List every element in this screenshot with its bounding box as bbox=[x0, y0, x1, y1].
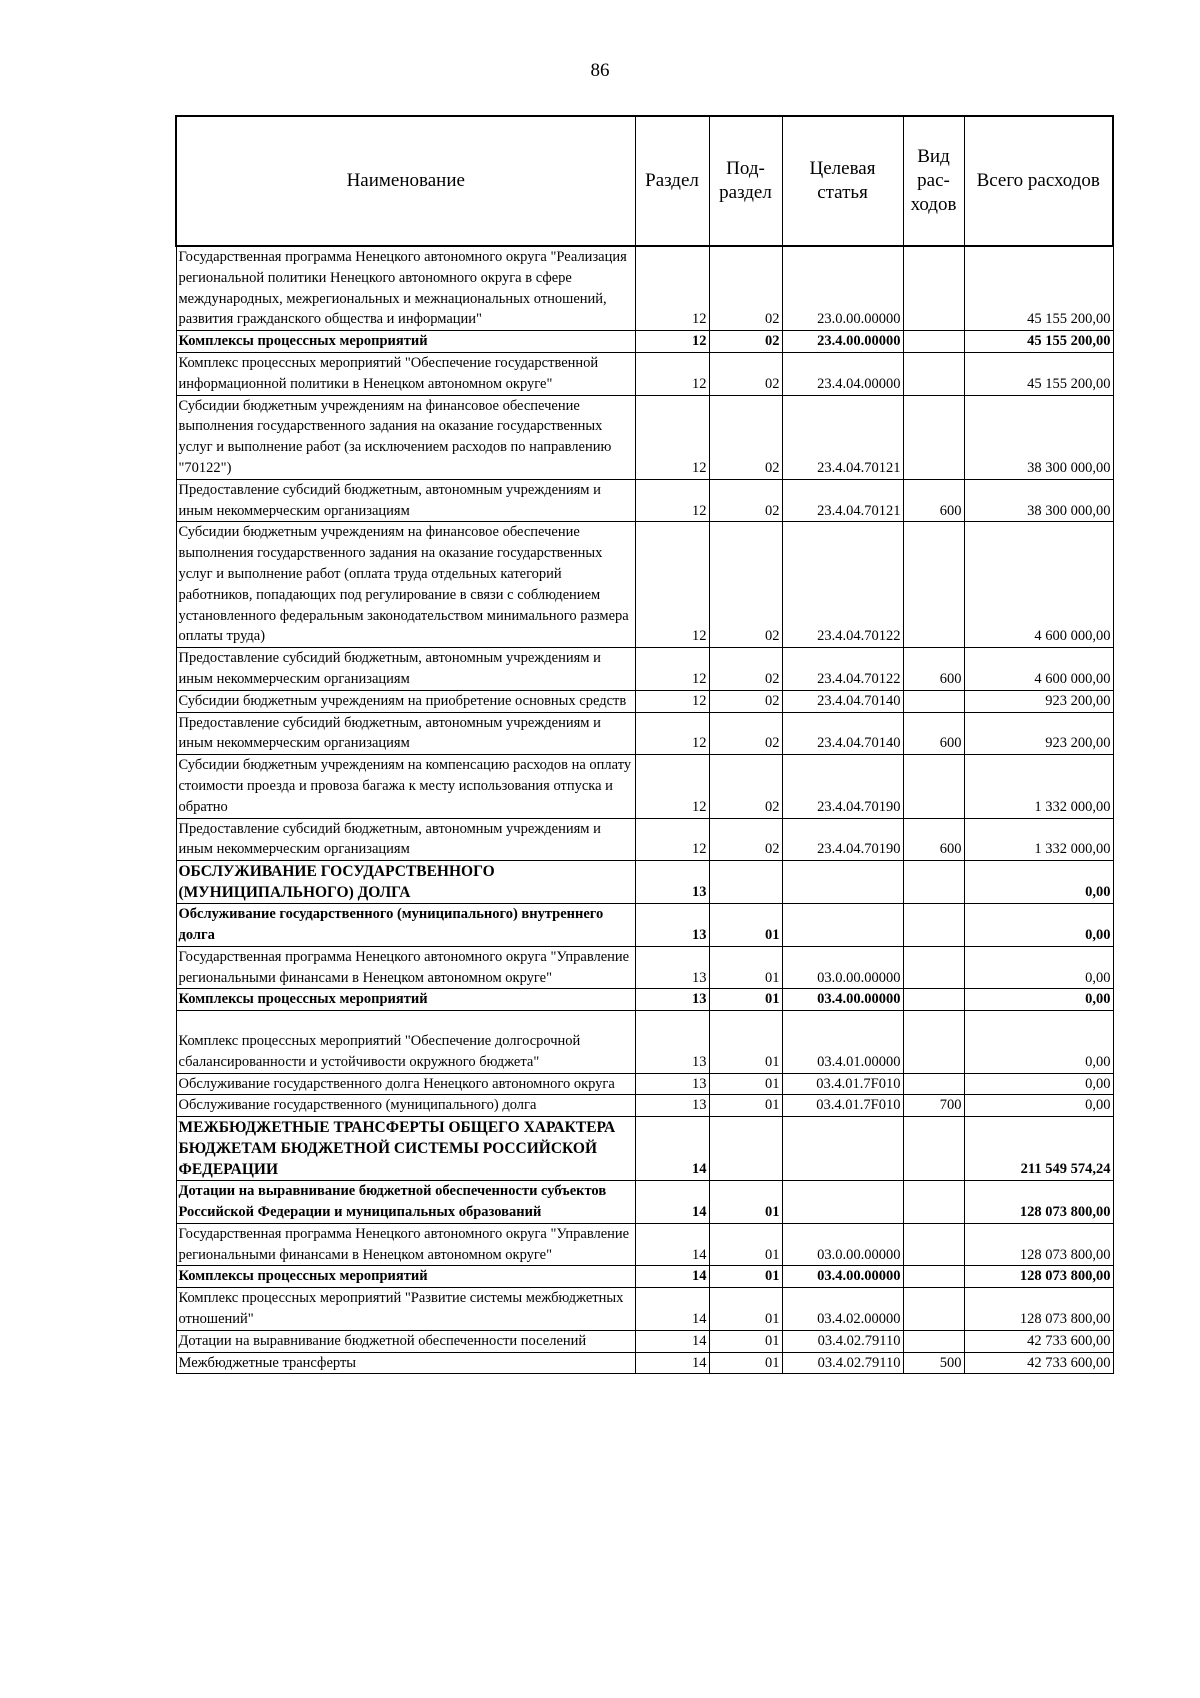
table-row bbox=[176, 246, 1113, 331]
cell-name: Обслуживание государственного (муниципального) внутреннего долга bbox=[176, 904, 635, 947]
cell-kind bbox=[903, 1330, 964, 1352]
cell-section: 14 bbox=[635, 1117, 709, 1181]
header-section-label: Раздел bbox=[645, 170, 699, 191]
table-row bbox=[176, 989, 1113, 1011]
cell-target: 03.0.00.00000 bbox=[782, 946, 903, 989]
cell-target: 23.4.04.70140 bbox=[782, 690, 903, 712]
table-row bbox=[176, 712, 1113, 755]
cell-section: 14 bbox=[635, 1288, 709, 1331]
cell-subsection: 02 bbox=[709, 395, 782, 479]
cell-subsection: 01 bbox=[709, 946, 782, 989]
cell-section: 12 bbox=[635, 479, 709, 522]
cell-subsection: 02 bbox=[709, 522, 782, 648]
cell-subsection: 01 bbox=[709, 1352, 782, 1374]
cell-total: 38 300 000,00 bbox=[964, 395, 1113, 479]
cell-target: 23.4.04.70122 bbox=[782, 522, 903, 648]
cell-name: Субсидии бюджетным учреждениям на приобретение основных средств bbox=[176, 690, 635, 712]
cell-target bbox=[782, 861, 903, 904]
cell-target: 03.4.01.7F010 bbox=[782, 1073, 903, 1095]
table-row bbox=[176, 648, 1113, 691]
cell-subsection: 01 bbox=[709, 989, 782, 1011]
cell-subsection bbox=[709, 1117, 782, 1181]
cell-kind bbox=[903, 1181, 964, 1224]
cell-total: 4 600 000,00 bbox=[964, 648, 1113, 691]
cell-total: 38 300 000,00 bbox=[964, 479, 1113, 522]
cell-kind: 600 bbox=[903, 712, 964, 755]
cell-name: Предоставление субсидий бюджетным, автономным учреждениям и иным некоммерческим организациям bbox=[176, 712, 635, 755]
cell-subsection: 02 bbox=[709, 648, 782, 691]
header-kind bbox=[903, 116, 964, 246]
cell-target: 03.4.01.00000 bbox=[782, 1011, 903, 1074]
table-body bbox=[176, 246, 1113, 1374]
cell-section: 12 bbox=[635, 522, 709, 648]
cell-name: Комплекс процессных мероприятий "Развитие системы межбюджетных отношений" bbox=[176, 1288, 635, 1331]
table-row bbox=[176, 1117, 1113, 1181]
cell-section: 12 bbox=[635, 395, 709, 479]
cell-target: 03.4.02.00000 bbox=[782, 1288, 903, 1331]
cell-total: 0,00 bbox=[964, 1073, 1113, 1095]
cell-total: 0,00 bbox=[964, 1095, 1113, 1117]
cell-kind bbox=[903, 352, 964, 395]
page-number: 86 bbox=[590, 60, 610, 81]
cell-section: 12 bbox=[635, 331, 709, 353]
cell-total: 128 073 800,00 bbox=[964, 1223, 1113, 1266]
cell-section: 14 bbox=[635, 1181, 709, 1224]
cell-section: 13 bbox=[635, 989, 709, 1011]
cell-subsection: 02 bbox=[709, 690, 782, 712]
cell-total: 45 155 200,00 bbox=[964, 352, 1113, 395]
header-total-label: Всего расходов bbox=[976, 170, 1100, 191]
cell-section: 14 bbox=[635, 1352, 709, 1374]
cell-kind bbox=[903, 1073, 964, 1095]
cell-subsection: 02 bbox=[709, 755, 782, 818]
cell-kind bbox=[903, 1288, 964, 1331]
cell-section: 14 bbox=[635, 1330, 709, 1352]
cell-section: 12 bbox=[635, 352, 709, 395]
cell-name: ОБСЛУЖИВАНИЕ ГОСУДАРСТВЕННОГО (МУНИЦИПАЛЬНОГО) ДОЛГА bbox=[176, 861, 635, 904]
cell-kind: 700 bbox=[903, 1095, 964, 1117]
table-row bbox=[176, 331, 1113, 353]
cell-subsection bbox=[709, 861, 782, 904]
cell-total: 4 600 000,00 bbox=[964, 522, 1113, 648]
cell-subsection: 01 bbox=[709, 1181, 782, 1224]
cell-name: Обслуживание государственного долга Ненецкого автономного округа bbox=[176, 1073, 635, 1095]
cell-kind: 600 bbox=[903, 818, 964, 861]
cell-target: 03.4.01.7F010 bbox=[782, 1095, 903, 1117]
cell-name: Обслуживание государственного (муниципального) долга bbox=[176, 1095, 635, 1117]
cell-target: 03.4.00.00000 bbox=[782, 989, 903, 1011]
cell-subsection: 02 bbox=[709, 246, 782, 331]
table-row bbox=[176, 755, 1113, 818]
table-header-row bbox=[176, 116, 1113, 246]
cell-subsection: 01 bbox=[709, 1073, 782, 1095]
cell-total: 0,00 bbox=[964, 989, 1113, 1011]
cell-section: 13 bbox=[635, 1011, 709, 1074]
cell-section: 12 bbox=[635, 818, 709, 861]
cell-target: 23.4.04.70190 bbox=[782, 818, 903, 861]
cell-name: Комплексы процессных мероприятий bbox=[176, 1266, 635, 1288]
cell-subsection: 01 bbox=[709, 1266, 782, 1288]
cell-name: Межбюджетные трансферты bbox=[176, 1352, 635, 1374]
table-row bbox=[176, 395, 1113, 479]
cell-total: 42 733 600,00 bbox=[964, 1352, 1113, 1374]
cell-section: 13 bbox=[635, 1073, 709, 1095]
cell-target: 23.4.04.70140 bbox=[782, 712, 903, 755]
cell-name: Государственная программа Ненецкого автономного округа "Управление региональными финансами в Ненецком автономном округе" bbox=[176, 946, 635, 989]
cell-kind: 600 bbox=[903, 479, 964, 522]
cell-kind bbox=[903, 989, 964, 1011]
cell-kind bbox=[903, 522, 964, 648]
cell-target: 23.4.04.70190 bbox=[782, 755, 903, 818]
cell-total: 45 155 200,00 bbox=[964, 246, 1113, 331]
cell-target bbox=[782, 904, 903, 947]
cell-kind bbox=[903, 946, 964, 989]
cell-target bbox=[782, 1117, 903, 1181]
cell-subsection: 02 bbox=[709, 479, 782, 522]
cell-total: 42 733 600,00 bbox=[964, 1330, 1113, 1352]
cell-section: 13 bbox=[635, 946, 709, 989]
cell-total: 128 073 800,00 bbox=[964, 1288, 1113, 1331]
cell-name: Комплекс процессных мероприятий "Обеспечение государственной информационной политики в Ненецком автономном округе" bbox=[176, 352, 635, 395]
cell-name: Государственная программа Ненецкого автономного округа "Реализация региональной политики Ненецкого автономного округа в сфере международных, межрегиональных и межнациональных отношений, развития гражданского общества и информации" bbox=[176, 246, 635, 331]
table-row bbox=[176, 1288, 1113, 1331]
table-row bbox=[176, 1266, 1113, 1288]
cell-target: 03.0.00.00000 bbox=[782, 1223, 903, 1266]
table-row bbox=[176, 1095, 1113, 1117]
table-row bbox=[176, 1011, 1113, 1074]
cell-name: Субсидии бюджетным учреждениям на финансовое обеспечение выполнения государственного задания на оказание государственных услуг и выполнение работ (оплата труда отдельных категорий работников, попадающих под регулирование в связи с соблюдением установленного федеральным законодательством минимального размера оплаты труда) bbox=[176, 522, 635, 648]
cell-subsection: 02 bbox=[709, 331, 782, 353]
table-row bbox=[176, 690, 1113, 712]
cell-total: 128 073 800,00 bbox=[964, 1181, 1113, 1224]
table-row bbox=[176, 1073, 1113, 1095]
table-row bbox=[176, 904, 1113, 947]
cell-kind bbox=[903, 395, 964, 479]
cell-subsection: 02 bbox=[709, 712, 782, 755]
cell-total: 923 200,00 bbox=[964, 690, 1113, 712]
cell-section: 12 bbox=[635, 246, 709, 331]
table-row bbox=[176, 522, 1113, 648]
cell-subsection: 01 bbox=[709, 1011, 782, 1074]
cell-section: 12 bbox=[635, 648, 709, 691]
table-row bbox=[176, 1330, 1113, 1352]
cell-name: Комплексы процессных мероприятий bbox=[176, 989, 635, 1011]
cell-subsection: 01 bbox=[709, 1288, 782, 1331]
cell-section: 13 bbox=[635, 904, 709, 947]
cell-subsection: 02 bbox=[709, 818, 782, 861]
cell-target: 03.4.00.00000 bbox=[782, 1266, 903, 1288]
header-kind-label: Вид рас- ходов bbox=[910, 146, 957, 215]
header-total bbox=[964, 116, 1113, 246]
cell-kind: 600 bbox=[903, 648, 964, 691]
cell-name: Государственная программа Ненецкого автономного округа "Управление региональными финансами в Ненецком автономном округе" bbox=[176, 1223, 635, 1266]
cell-subsection: 02 bbox=[709, 352, 782, 395]
cell-target: 23.4.04.70122 bbox=[782, 648, 903, 691]
cell-name: Дотации на выравнивание бюджетной обеспеченности субъектов Российской Федерации и муниципальных образований bbox=[176, 1181, 635, 1224]
table-row bbox=[176, 479, 1113, 522]
header-target bbox=[782, 116, 903, 246]
header-target-label: Целевая статья bbox=[809, 158, 876, 203]
header-name-label: Наименование bbox=[346, 170, 465, 191]
cell-total: 211 549 574,24 bbox=[964, 1117, 1113, 1181]
cell-total: 45 155 200,00 bbox=[964, 331, 1113, 353]
cell-kind bbox=[903, 331, 964, 353]
cell-section: 12 bbox=[635, 690, 709, 712]
cell-total: 0,00 bbox=[964, 946, 1113, 989]
header-subsection bbox=[709, 116, 782, 246]
table-row bbox=[176, 818, 1113, 861]
cell-section: 14 bbox=[635, 1266, 709, 1288]
table-row bbox=[176, 1352, 1113, 1374]
table-row bbox=[176, 352, 1113, 395]
cell-kind bbox=[903, 1117, 964, 1181]
cell-target: 23.4.04.70121 bbox=[782, 479, 903, 522]
cell-name: Субсидии бюджетным учреждениям на компенсацию расходов на оплату стоимости проезда и провоза багажа к месту использования отпуска и обратно bbox=[176, 755, 635, 818]
cell-section: 12 bbox=[635, 755, 709, 818]
cell-subsection: 01 bbox=[709, 1095, 782, 1117]
cell-total: 0,00 bbox=[964, 1011, 1113, 1074]
table-row bbox=[176, 1181, 1113, 1224]
header-subsection-label: Под- раздел bbox=[719, 158, 772, 203]
cell-kind bbox=[903, 904, 964, 947]
cell-name: Предоставление субсидий бюджетным, автономным учреждениям и иным некоммерческим организациям bbox=[176, 479, 635, 522]
table-row bbox=[176, 861, 1113, 904]
cell-section: 14 bbox=[635, 1223, 709, 1266]
cell-name: Комплекс процессных мероприятий "Обеспечение долгосрочной сбалансированности и устойчивости окружного бюджета" bbox=[176, 1011, 635, 1074]
cell-total: 0,00 bbox=[964, 861, 1113, 904]
cell-name: Субсидии бюджетным учреждениям на финансовое обеспечение выполнения государственного задания на оказание государственных услуг и выполнение работ (за исключением расходов по направлению "70122") bbox=[176, 395, 635, 479]
cell-kind bbox=[903, 1011, 964, 1074]
cell-name: МЕЖБЮДЖЕТНЫЕ ТРАНСФЕРТЫ ОБЩЕГО ХАРАКТЕРА БЮДЖЕТАМ БЮДЖЕТНОЙ СИСТЕМЫ РОССИЙСКОЙ ФЕДЕРАЦИИ bbox=[176, 1117, 635, 1181]
header-name bbox=[176, 116, 635, 246]
cell-subsection: 01 bbox=[709, 1330, 782, 1352]
budget-table bbox=[175, 115, 1114, 1374]
table-row bbox=[176, 946, 1113, 989]
cell-name: Комплексы процессных мероприятий bbox=[176, 331, 635, 353]
cell-subsection: 01 bbox=[709, 1223, 782, 1266]
cell-total: 128 073 800,00 bbox=[964, 1266, 1113, 1288]
cell-kind: 500 bbox=[903, 1352, 964, 1374]
cell-section: 12 bbox=[635, 712, 709, 755]
cell-kind bbox=[903, 690, 964, 712]
cell-section: 13 bbox=[635, 861, 709, 904]
cell-kind bbox=[903, 246, 964, 331]
cell-target bbox=[782, 1181, 903, 1224]
cell-total: 1 332 000,00 bbox=[964, 818, 1113, 861]
cell-name: Предоставление субсидий бюджетным, автономным учреждениям и иным некоммерческим организациям bbox=[176, 818, 635, 861]
cell-kind bbox=[903, 755, 964, 818]
header-section bbox=[635, 116, 709, 246]
cell-target: 23.4.04.70121 bbox=[782, 395, 903, 479]
cell-target: 23.4.00.00000 bbox=[782, 331, 903, 353]
cell-name: Дотации на выравнивание бюджетной обеспеченности поселений bbox=[176, 1330, 635, 1352]
cell-target: 03.4.02.79110 bbox=[782, 1330, 903, 1352]
cell-section: 13 bbox=[635, 1095, 709, 1117]
cell-subsection: 01 bbox=[709, 904, 782, 947]
cell-total: 923 200,00 bbox=[964, 712, 1113, 755]
cell-kind bbox=[903, 1266, 964, 1288]
cell-kind bbox=[903, 861, 964, 904]
cell-target: 23.0.00.00000 bbox=[782, 246, 903, 331]
table-row bbox=[176, 1223, 1113, 1266]
cell-target: 23.4.04.00000 bbox=[782, 352, 903, 395]
cell-target: 03.4.02.79110 bbox=[782, 1352, 903, 1374]
cell-name: Предоставление субсидий бюджетным, автономным учреждениям и иным некоммерческим организациям bbox=[176, 648, 635, 691]
cell-kind bbox=[903, 1223, 964, 1266]
cell-total: 1 332 000,00 bbox=[964, 755, 1113, 818]
cell-total: 0,00 bbox=[964, 904, 1113, 947]
